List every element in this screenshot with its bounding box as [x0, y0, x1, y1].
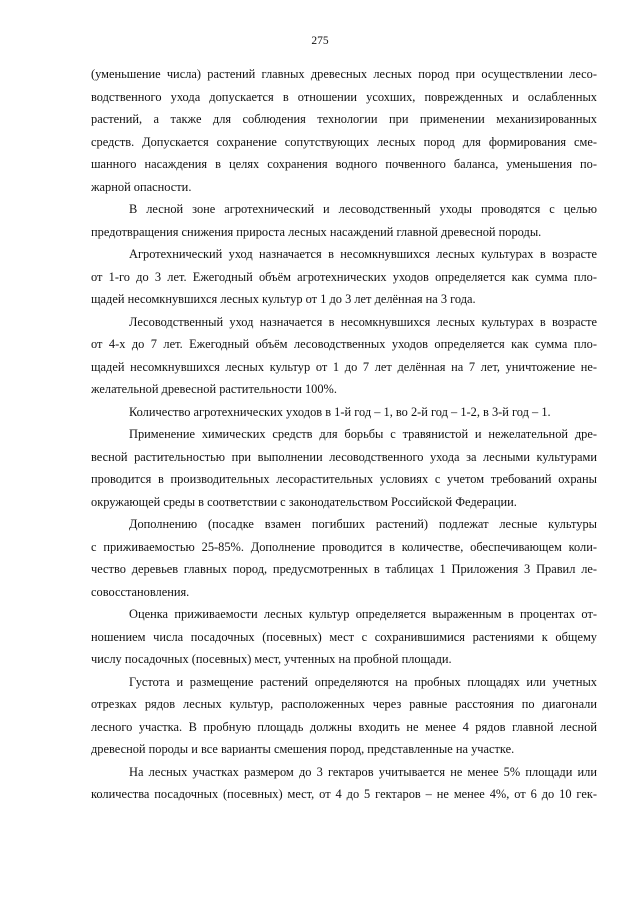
- text-line: Густота и размещение растений определяются на пробных площадях или учетных: [129, 674, 597, 689]
- paragraph: [91, 198, 597, 243]
- text-line: количества посадочных (посевных) мест, от 4 до 5 гектаров – не менее 4%, от 6 до 10 гек-: [91, 787, 597, 801]
- paragraph: [91, 761, 597, 806]
- text-line: весной растительностью при выполнении лесоводственного ухода за лесными культурами: [91, 449, 597, 464]
- text-line: щадей несомкнувшихся лесных культур от 1 до 3 лет делённая на 3 года.: [91, 292, 476, 306]
- text-line: Оценка приживаемости лесных культур определяется выраженным в процентах от-: [129, 607, 597, 621]
- text-line: В лесной зоне агротехнический и лесоводственный уходы проводятся с целью: [129, 202, 597, 216]
- page-number: 275: [311, 35, 329, 47]
- text-line: древесной породы и все варианты смешения пород, представленные на участке.: [91, 742, 515, 756]
- text-line: чество деревьев главных пород, предусмотренных в таблицах 1 Приложения 3 Правил ле-: [91, 562, 597, 576]
- text-line: от 4-х до 7 лет. Ежегодный объём лесоводственных уходов определяется как сумма пло-: [91, 337, 597, 351]
- text-line: числу посадочных (посевных) мест, учтенных на пробной площади.: [91, 652, 452, 666]
- paragraph: [91, 423, 597, 513]
- paragraph: [91, 243, 597, 311]
- text-line: водственного ухода допускается в отношении усохших, поврежденных и ослабленных: [91, 89, 597, 104]
- paragraph: [91, 311, 597, 401]
- text-line: средств. Допускается сохранение сопутствующих лесных пород для формирования сме-: [91, 134, 597, 149]
- text-line: Дополнению (посадке взамен погибших растений) подлежат лесные культуры: [129, 517, 597, 531]
- text-line: щадей несомкнувшихся лесных культур от 1 до 7 лет делённая на 7 лет, уничтожение не-: [91, 359, 597, 374]
- text-line: проводится в производительных лесорастительных условиях с учетом требований охраны: [91, 472, 597, 486]
- text-line: окружающей среды в соответствии с законодательством Российской Федерации.: [91, 494, 517, 509]
- text-line: На лесных участках размером до 3 гектаров учитывается не менее 5% площади или: [129, 764, 597, 779]
- paragraph: [91, 603, 597, 671]
- text-line: жарной опасности.: [91, 179, 192, 194]
- text-line: Агротехнический уход назначается в несомкнувшихся лесных культурах в возрасте: [129, 247, 597, 261]
- text-line: совосстановления.: [91, 584, 190, 599]
- paragraph: [91, 671, 597, 761]
- text-line: (уменьшение числа) растений главных древесных лесных пород при осуществлении лесо-: [91, 67, 597, 81]
- text-line: желательной древесной растительности 100%.: [91, 382, 337, 396]
- text-line: шанного насаждения в целях сохранения водного почвенного баланса, уменьшения по-: [91, 157, 597, 171]
- text-line: растений, а также для соблюдения технологии при применении механизированных: [91, 112, 597, 126]
- text-line: отрезках рядов лесных культур, расположенных через равные расстояния по диагонали: [91, 697, 597, 711]
- paragraph: [91, 513, 597, 603]
- body-text: [91, 63, 597, 806]
- text-line: от 1-го до 3 лет. Ежегодный объём агротехнических уходов определяется как сумма пло-: [91, 269, 597, 284]
- text-line: с приживаемостью 25-85%. Дополнение проводится в количестве, обеспечивающем коли-: [91, 539, 597, 554]
- text-line: предотвращения снижения прироста лесных насаждений главной древесной породы.: [91, 224, 542, 239]
- text-line: лесного участка. В пробную площадь должны входить не менее 4 рядов главной лесной: [91, 719, 597, 734]
- text-line: Лесоводственный уход назначается в несомкнувшихся лесных культурах в возрасте: [129, 314, 597, 329]
- text-line: ношением числа посадочных (посевных) мест с сохранившимися растениями к общему: [91, 629, 597, 644]
- text-line: Применение химических средств для борьбы с травянистой и нежелательной дре-: [129, 427, 597, 441]
- text-line: Количество агротехнических уходов в 1-й год – 1, во 2-й год – 1-2, в 3-й год – 1.: [129, 404, 551, 419]
- paragraph: [91, 63, 597, 198]
- paragraph: [91, 401, 597, 424]
